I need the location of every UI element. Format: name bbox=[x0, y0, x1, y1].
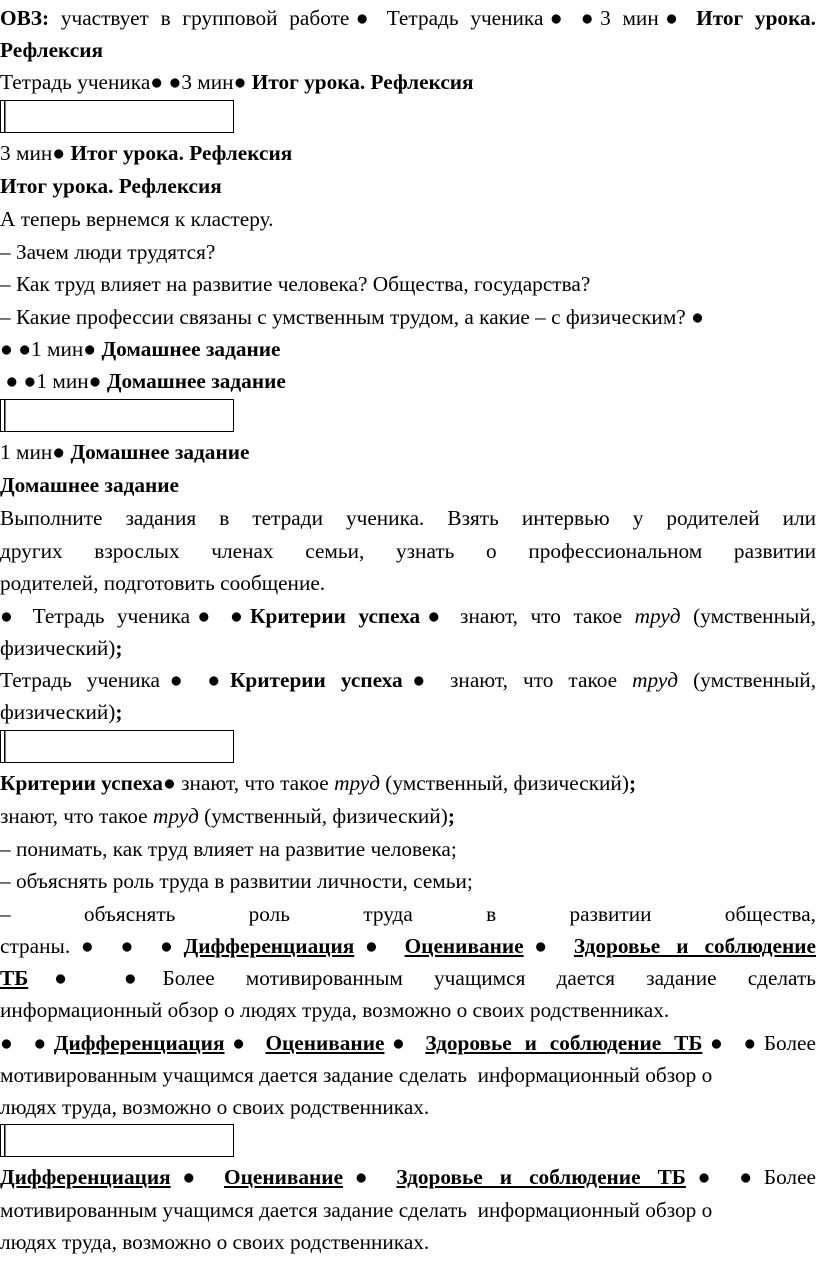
empty-table-cell bbox=[0, 730, 234, 763]
text-line: людях труда, возможно о своих родственниках. bbox=[0, 1230, 430, 1254]
text-line: А теперь вернемся к кластеру. bbox=[0, 207, 274, 231]
text-line: знают, что такое труд (умственный, физический); bbox=[0, 804, 455, 828]
text-line: – Как труд влияет на развитие человека? Общества, государства? bbox=[0, 272, 591, 296]
text-line: мотивированным учащимся дается задание сделать информационный обзор о bbox=[0, 1063, 713, 1087]
text-line: Домашнее задание bbox=[0, 473, 180, 497]
empty-table-cell bbox=[0, 100, 234, 133]
text-line: ● ●Дифференциация● Оценивание● Здоровье и соблюдение ТБ● ●Более bbox=[0, 1031, 816, 1055]
text-line: – понимать, как труд влияет на развитие человека; bbox=[0, 837, 457, 861]
text-line: ● ●1 мин● Домашнее задание bbox=[0, 369, 286, 393]
text-line: информационный обзор о людях труда, возможно о своих родственниках. bbox=[0, 998, 670, 1022]
text-line: 1 мин● Домашнее задание bbox=[0, 440, 250, 464]
text-line: физический); bbox=[0, 636, 123, 660]
text-line: Дифференциация● Оценивание● Здоровье и соблюдение ТБ● ●Более bbox=[0, 1165, 816, 1189]
text-line: Тетрадь ученика● ●3 мин● Итог урока. Рефлексия bbox=[0, 70, 474, 94]
text-line: Выполните задания в тетради ученика. Взять интервью у родителей или bbox=[0, 506, 816, 530]
text-line: Тетрадь ученика● ●Критерии успеха● знают, что такое труд (умственный, bbox=[0, 668, 816, 692]
text-line: – объяснять роль труда в развитии личности, семьи; bbox=[0, 869, 473, 893]
empty-table-cell bbox=[0, 1124, 234, 1157]
empty-table-cell bbox=[0, 399, 234, 432]
text-line: ОВЗ: участвует в групповой работе● Тетрадь ученика● ●3 мин● Итог урока. bbox=[0, 6, 816, 30]
text-line: Итог урока. Рефлексия bbox=[0, 174, 222, 198]
text-line: – объяснять роль труда в развитии общества, bbox=[0, 902, 816, 926]
text-line: других взрослых членах семьи, узнать о профессиональном развитии bbox=[0, 539, 816, 563]
text-line: физический); bbox=[0, 700, 123, 724]
text-line: ● Тетрадь ученика● ●Критерии успеха● знают, что такое труд (умственный, bbox=[0, 604, 816, 628]
text-line: 3 мин● Итог урока. Рефлексия bbox=[0, 141, 293, 165]
text-line: ТБ● ●Более мотивированным учащимся дается задание сделать bbox=[0, 966, 816, 990]
text-line: мотивированным учащимся дается задание сделать информационный обзор о bbox=[0, 1198, 713, 1222]
text-line: страны.● ● ●Дифференциация● Оценивание● Здоровье и соблюдение bbox=[0, 934, 816, 958]
text-line: – Какие профессии связаны с умственным трудом, а какие – с физическим? ● bbox=[0, 305, 704, 329]
text-line: ● ●1 мин● Домашнее задание bbox=[0, 337, 281, 361]
text-line: Рефлексия bbox=[0, 38, 104, 62]
text-line: – Зачем люди трудятся? bbox=[0, 240, 216, 264]
text-line: Критерии успеха● знают, что такое труд (умственный, физический); bbox=[0, 771, 637, 795]
text-line: родителей, подготовить сообщение. bbox=[0, 571, 326, 595]
text-line: людях труда, возможно о своих родственниках. bbox=[0, 1095, 430, 1119]
